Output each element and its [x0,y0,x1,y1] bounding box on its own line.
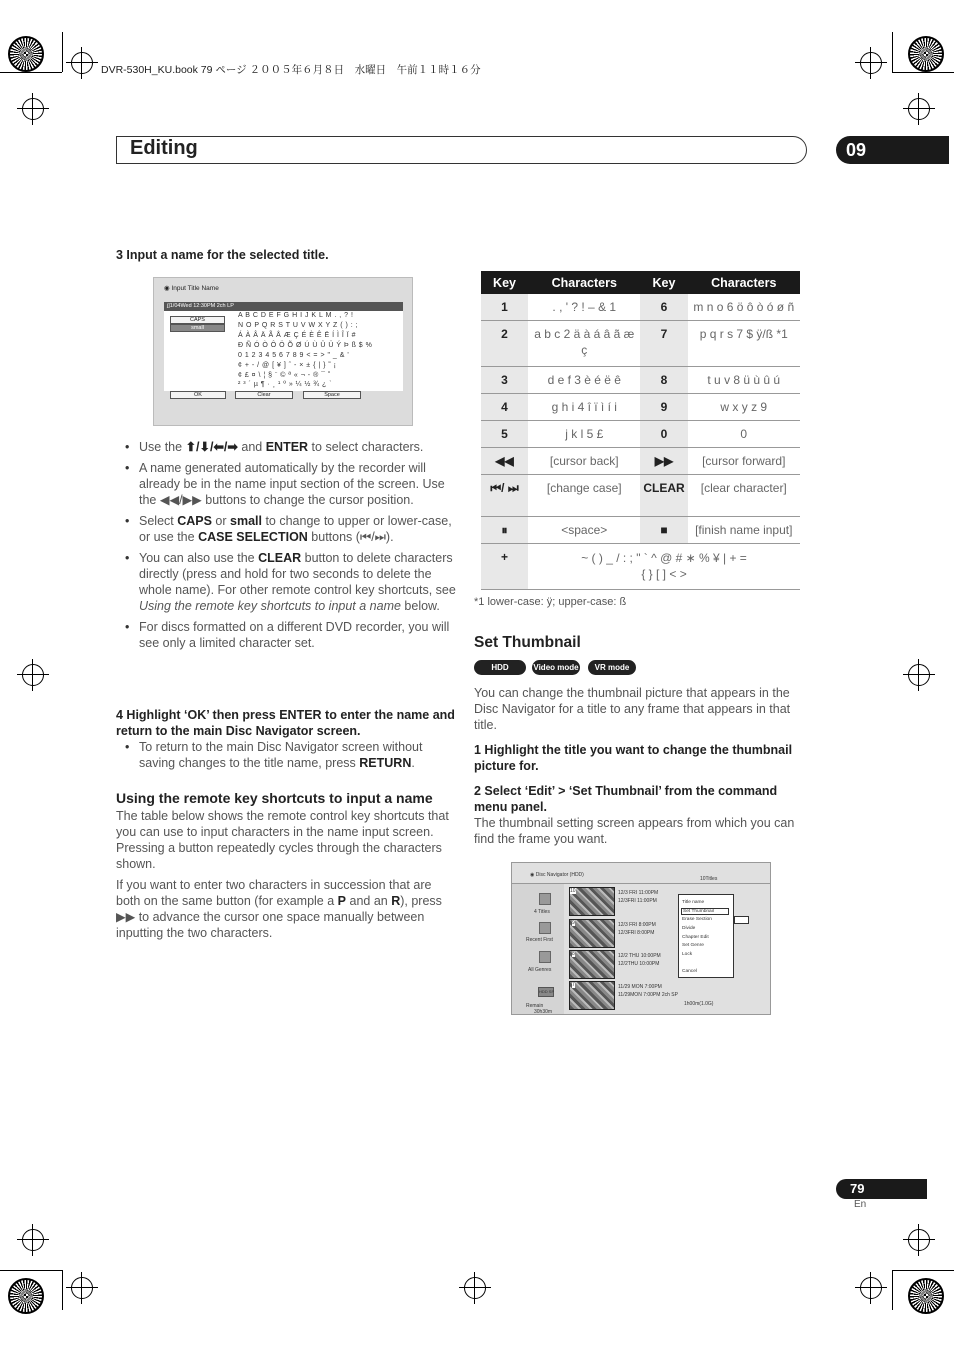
thumbnail-number: 10 [570,888,576,894]
paragraph: You can change the thumbnail picture that appears in the Disc Navigator for a title to any frame that appears in that title. [474,686,791,732]
char-row[interactable]: N O P Q R S T U V W X Y Z ( ) : ; [238,322,359,329]
prev-next-key-cell: ⏮/ ⏭ [481,475,528,517]
disc-icon: ◉ [164,285,172,292]
entry-line: 12/2 THU 10:00PM [618,953,661,959]
paragraph: The thumbnail setting screen appears from which you can find the frame you want. [474,816,795,846]
key-cell: 1 [481,294,528,321]
crop-mark [0,72,62,73]
rewind-key-cell: ◀◀ [481,448,528,475]
table-row [481,544,800,590]
chapter-number: 09 [836,136,949,164]
registration-wheel [8,36,44,72]
column-header: Key [481,271,528,294]
stop-key-cell: ■ [640,517,687,544]
characters-cell: w x y z 9 [688,394,800,421]
char-row[interactable]: ¢ + - / @ [ ¥ ] ˆ - × ± { | } ˜ ¡ [238,362,337,369]
page-language: En [854,1199,867,1210]
characters-cell: j k l 5 £ [528,421,640,448]
char-row[interactable]: A B C D E F G H I J K L M . , ? ! [238,312,354,319]
command-menu [678,894,734,978]
list-item: • For discs formatted on a different DVD recorder, you will see only a limited character set. [116,619,456,651]
print-header: DVR-530H_KU.book 79 ページ ２００５年６月８日 水曜日 午前１１時１６分 [101,64,481,76]
characters-cell: [cursor forward] [688,448,800,475]
clear-button[interactable]: Clear [235,391,293,399]
thumbnail[interactable] [569,919,615,948]
step-1: 1 Highlight the title you want to change the thumbnail picture for. [474,743,793,773]
list-item: • To return to the main Disc Navigator screen without saving changes to the title name, press RETURN. [116,739,456,771]
char-row[interactable]: Á À Â Ä Ã Å Æ Ç É È Ê Ë Í Ì Î Ï # [238,332,357,339]
crop-mark [0,1270,62,1271]
menu-item-divide[interactable]: Divide [682,926,696,931]
table-row [481,421,800,448]
genres-icon [539,951,551,963]
screen-title: ◉ Disc Navigator (HDD) [530,872,584,878]
crosshair-mark [22,664,44,686]
crop-mark [62,32,63,72]
key-cell: 0 [640,421,687,448]
characters-cell: [change case] [528,475,640,517]
character-pane [164,311,403,391]
crop-mark [62,1270,63,1310]
list-item: • Select CAPS or small to change to upper or lower-case, or use the CASE SELECTION buttons (⏮/⏭). [116,513,456,545]
entry-line: 12/3FRI 11:00PM [618,898,657,904]
list-item: • A name generated automatically by the recorder will already be in the name input section of the screen. Use the ◀◀/▶▶ buttons to change the cursor position. [116,460,456,508]
characters-cell: 0 [688,421,800,448]
crosshair-mark [464,1277,486,1299]
characters-cell: . , ' ? ! – & 1 [528,294,640,321]
title-info-bar: j]1/04Wed 12:30PM 2ch LP [164,302,403,311]
table-footnote: *1 lower-case: ÿ; upper-case: ß [474,596,627,608]
key-cell: 8 [640,367,687,394]
step-2: 2 Select ‘Edit’ > ‘Set Thumbnail’ from the command menu panel. [474,784,778,814]
vr-mode-badge: VR mode [588,660,636,675]
side-label[interactable]: Recent First [526,937,553,943]
remain-label: Remain [526,1003,544,1009]
entry-line: 12/3FRI 8:00PM [618,930,655,936]
entry-line: 12/3 FRI 8:00PM [618,922,656,928]
crosshair-mark [22,98,44,120]
menu-item-chapter-edit[interactable]: Chapter Edit [682,935,709,940]
entry-line: 11/29 MON 7:00PM [618,984,662,990]
crop-mark [892,72,954,73]
crosshair-mark [908,664,930,686]
column-header: Characters [688,271,800,294]
section-title: Editing [130,137,198,159]
side-label[interactable]: 4 Titles [534,909,550,915]
hdd-label: HDD SP [539,989,555,994]
page-number: 79 [836,1179,927,1199]
table-row [481,321,800,367]
table-row [481,517,800,544]
input-title-name-screen [153,277,413,426]
table-row [481,475,800,517]
menu-item-title-name[interactable]: Title name [682,900,705,905]
header-bar [116,136,807,164]
key-cell: 9 [640,394,687,421]
disc-icon: ◉ [530,872,536,878]
screen-title: ◉ Input Title Name [164,285,219,292]
key-cell: 4 [481,394,528,421]
crop-mark [892,1270,893,1310]
thumbnail[interactable] [569,950,615,979]
bullet-list-2 [116,739,456,776]
hdd-badge: HDD [474,660,526,675]
clear-key-cell: CLEAR [640,475,687,517]
paragraph: If you want to enter two characters in succession that are both on the same button (for example a P and an R), press ▶▶ to advance the cursor one space manually between inputting the two characters. [116,878,442,940]
list-item: • Use the ⬆/⬇/⬅/➡ and ENTER to select characters. [116,439,456,455]
column-header: Key [640,271,687,294]
ok-button[interactable]: OK [170,391,226,399]
crosshair-mark [860,1277,882,1299]
disc-navigator-screen [511,862,771,1015]
menu-item-erase-section[interactable]: Erase Section [682,917,712,922]
caps-button[interactable]: CAPS [170,316,225,324]
characters-cell: t u v 8 ü ù û ú [688,367,800,394]
table-row [481,294,800,321]
paragraph: The table below shows the remote control key shortcuts that you can use to input characters in the name input screen. Pressing a button repeatedly cycles through the characters shown. [116,809,449,871]
entry-line: 11/29MON 7:00PM 2ch SP [618,992,678,998]
crosshair-mark [71,52,93,74]
char-row[interactable]: 0 1 2 3 4 5 6 7 8 9 < = > " _ & ' [238,352,350,359]
characters-cell: ~ ( ) _ / : ; " ` ^ @ # ∗ % ¥ | + = { } [ ] < > [528,544,800,590]
crosshair-mark [22,1229,44,1251]
menu-item-set-genre[interactable]: Set Genre [682,943,704,948]
key-cell: 3 [481,367,528,394]
duration: 1h00m(1.0G) [684,1001,714,1007]
characters-cell: m n o 6 ö ô ò ó ø ñ [688,294,800,321]
thumbnail-number: 9 [572,920,575,926]
thumbnail-number: 7 [572,982,575,988]
recent-icon [539,922,551,934]
characters-cell: <space> [528,517,640,544]
char-row[interactable]: Ð Ñ Ó Ò Ô Ö Õ Ø Ú Ù Û Ü Ý Þ ß $ % [238,342,373,349]
characters-cell: d e f 3 è é ë ê [528,367,640,394]
pause-key-cell: ⏸ [481,517,528,544]
titles-icon [539,893,551,905]
key-cell: 7 [640,321,687,367]
step-3: 3 Input a name for the selected title. [116,248,329,262]
characters-cell: [clear character] [688,475,800,517]
section-heading: Set Thumbnail [474,634,581,651]
sub-heading: Using the remote key shortcuts to input a name [116,790,433,806]
menu-item-set-thumbnail[interactable]: Set Thumbnail [681,908,729,915]
column-header: Characters [528,271,640,294]
forward-key-cell: ▶▶ [640,448,687,475]
side-label[interactable]: All Genres [528,967,552,973]
remain-value: 30h30m [534,1009,553,1015]
step-4: 4 Highlight ‘OK’ then press ENTER to enter the name and return to the main Disc Navigator screen. [116,708,455,738]
thumbnail-number: 8 [572,951,575,957]
char-row[interactable]: ¢ £ ¤ \ ¦ § ¨ © ª « ¬ - ® ¯ ˚ [238,372,331,379]
key-cell: 5 [481,421,528,448]
characters-cell: [finish name input] [688,517,800,544]
entry-line: 12/2THU 10:00PM [618,961,660,967]
crosshair-mark [860,52,882,74]
key-cell: 2 [481,321,528,367]
crop-mark [892,32,893,72]
video-mode-badge: Video mode [532,660,580,675]
menu-item-cancel[interactable]: Cancel [682,969,697,974]
title-count: 10Titles [700,876,718,882]
small-button[interactable]: small [170,324,225,332]
crosshair-mark [908,98,930,120]
key-shortcut-table [481,271,800,590]
registration-wheel [8,1278,44,1314]
entry-line: 12/3 FRI 11:00PM [618,890,659,896]
char-row[interactable]: ² ³ ´ µ ¶ · ¸ ¹ º » ¼ ½ ¾ ¿ ` [238,381,333,388]
thumbnail[interactable] [569,981,615,1010]
key-cell: 6 [640,294,687,321]
menu-item-lock[interactable]: Lock [682,952,693,957]
plus-key-cell: + [481,544,528,590]
registration-wheel [908,1278,944,1314]
table-row [481,367,800,394]
space-button[interactable]: Space [303,391,361,399]
characters-cell: p q r s 7 $ ÿ/ß *1 [688,321,800,367]
crop-mark [892,1270,954,1271]
crosshair-mark [908,1229,930,1251]
submenu-box [734,916,749,924]
characters-cell: a b c 2 ä à á â ã æ ç [528,321,640,367]
table-row [481,448,800,475]
crosshair-mark [71,1277,93,1299]
registration-wheel [908,36,944,72]
table-row [481,394,800,421]
list-item: • You can also use the CLEAR button to delete characters directly (press and hold for two seconds to delete the whole name). For other remote control key shortcuts, see Using the remote key shortcuts to input a name below. [116,550,456,614]
characters-cell: g h i 4 î ï ì í i [528,394,640,421]
bullet-list-1 [116,439,456,656]
characters-cell: [cursor back] [528,448,640,475]
